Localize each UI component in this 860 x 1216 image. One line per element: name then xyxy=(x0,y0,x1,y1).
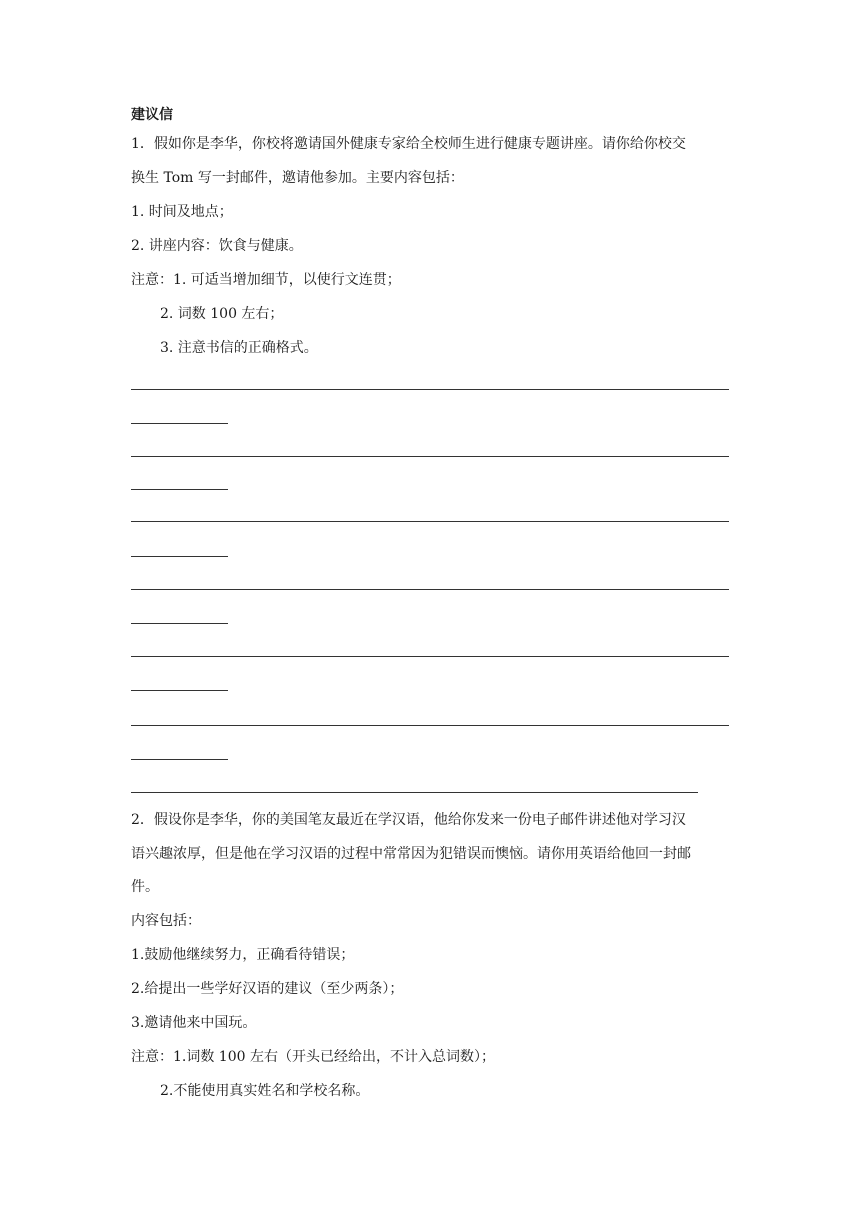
answer-line xyxy=(131,456,729,457)
q2-prompt-line-3: 件。 xyxy=(131,879,159,895)
q2-prompt-line-2: 语兴趣浓厚，但是他在学习汉语的过程中常常因为犯错误而懊恼。请你用英语给他回一封邮 xyxy=(131,846,691,862)
q2-item-1: 1.鼓励他继续努力，正确看待错误； xyxy=(131,947,355,963)
q1-note-1: 注意：1. 可适当增加细节，以使行文连贯； xyxy=(131,272,401,288)
q2-note-1: 注意：1.词数 100 左右（开头已经给出，不计入总词数）； xyxy=(131,1049,495,1065)
q1-item-1: 1. 时间及地点； xyxy=(131,204,233,220)
section-title: 建议信 xyxy=(131,107,173,123)
q2-note-2: 2.不能使用真实姓名和学校名称。 xyxy=(160,1083,370,1099)
answer-line xyxy=(131,690,228,691)
q2-item-3: 3.邀请他来中国玩。 xyxy=(131,1015,257,1031)
answer-line xyxy=(131,556,228,557)
q1-item-2: 2. 讲座内容：饮食与健康。 xyxy=(131,238,303,254)
q2-content-label: 内容包括： xyxy=(131,913,201,929)
answer-line xyxy=(131,759,228,760)
q1-note-2: 2. 词数 100 左右； xyxy=(160,306,284,322)
answer-line xyxy=(131,589,729,590)
answer-line xyxy=(131,792,698,793)
answer-line xyxy=(131,489,228,490)
answer-line xyxy=(131,423,228,424)
q1-prompt-line-2: 换生 Tom 写一封邮件，邀请他参加。主要内容包括： xyxy=(131,170,464,186)
q2-prompt-line-1: 2．假设你是李华，你的美国笔友最近在学汉语，他给你发来一份电子邮件讲述他对学习汉 xyxy=(131,812,686,828)
answer-line xyxy=(131,521,729,522)
answer-line xyxy=(131,623,228,624)
answer-line xyxy=(131,389,729,390)
q2-item-2: 2.给提出一些学好汉语的建议（至少两条）； xyxy=(131,981,404,997)
q1-note-3: 3. 注意书信的正确格式。 xyxy=(160,340,318,356)
q1-prompt-line-1: 1．假如你是李华，你校将邀请国外健康专家给全校师生进行健康专题讲座。请你给你校交 xyxy=(131,136,686,152)
answer-line xyxy=(131,656,729,657)
answer-line xyxy=(131,725,729,726)
